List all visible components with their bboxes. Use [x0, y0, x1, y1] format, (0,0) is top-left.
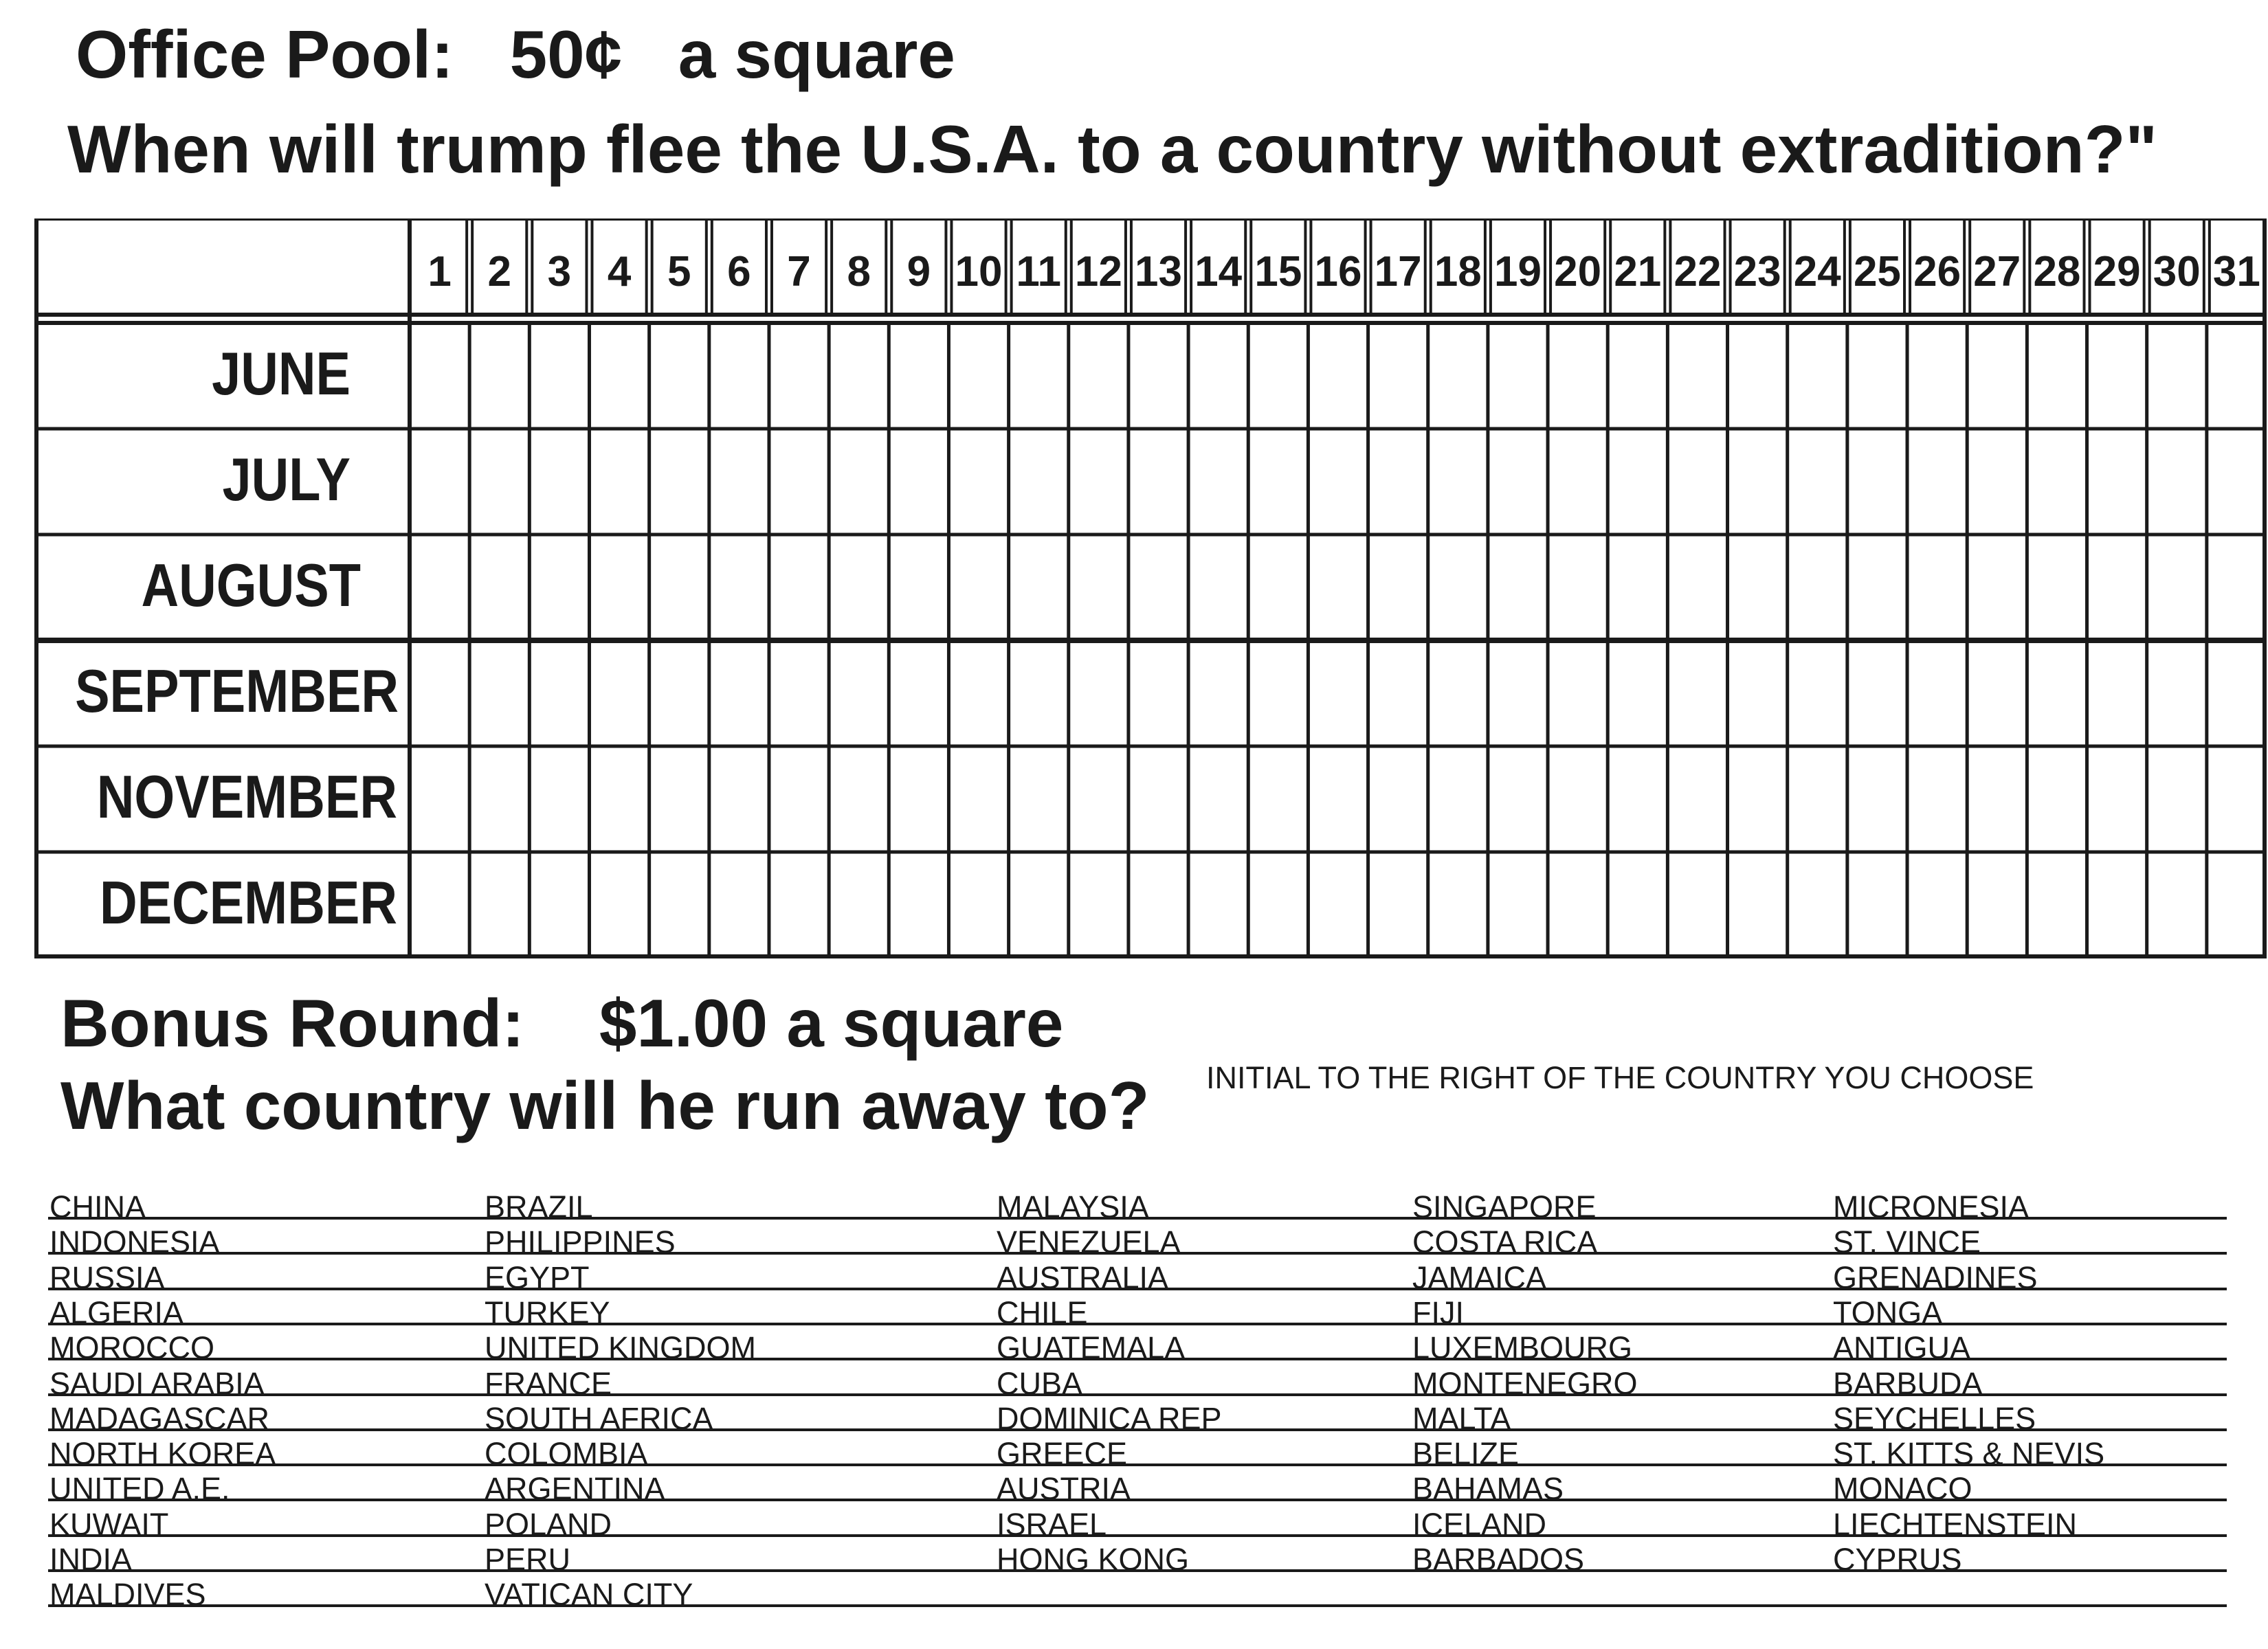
country-name: PHILIPPINES [485, 1224, 676, 1260]
month-label: NOVEMBER [96, 763, 397, 831]
country-row[interactable] [48, 1255, 2227, 1295]
country-name: RUSSIA [49, 1259, 165, 1295]
country-name: ST. KITTS & NEVIS [1833, 1436, 2105, 1472]
day-label: 17 [1374, 248, 1422, 295]
country-name: TONGA [1833, 1294, 1943, 1330]
country-name: ISRAEL [997, 1506, 1107, 1542]
day-label: 20 [1554, 248, 1602, 295]
day-label: 29 [2093, 248, 2141, 295]
day-label: 24 [1793, 248, 1841, 295]
country-row[interactable] [48, 1572, 2227, 1613]
country-name: SEYCHELLES [1833, 1400, 2036, 1436]
country-name: ARGENTINA [485, 1471, 665, 1507]
country-name: DOMINICA REP [997, 1400, 1222, 1436]
country-name: GREECE [997, 1436, 1128, 1472]
country-row[interactable] [48, 1185, 2227, 1224]
day-label: 13 [1135, 248, 1183, 295]
country-name: ICELAND [1412, 1506, 1547, 1542]
page-title: Office Pool: 50¢ a square [76, 16, 955, 92]
month-label: AUGUST [141, 552, 362, 620]
country-row[interactable] [48, 1396, 2227, 1436]
day-label: 22 [1674, 248, 1722, 295]
day-label: 10 [955, 248, 1003, 295]
country-name: MALAYSIA [997, 1189, 1149, 1224]
country-name: FIJI [1412, 1294, 1464, 1330]
country-row[interactable] [48, 1502, 2227, 1542]
country-name: GUATEMALA [997, 1330, 1186, 1366]
country-name: INDIA [49, 1542, 133, 1577]
country-name: BELIZE [1412, 1436, 1520, 1472]
day-label: 21 [1614, 248, 1662, 295]
page-subtitle: When will trump flee the U.S.A. to a country without extradition?" [67, 111, 2157, 187]
country-row[interactable] [48, 1466, 2227, 1507]
country-row[interactable] [48, 1290, 2227, 1330]
country-name: VENEZUELA [997, 1224, 1181, 1260]
day-label: 3 [547, 248, 572, 295]
country-name: INDONESIA [49, 1224, 220, 1260]
day-label: 31 [2212, 248, 2260, 295]
day-label: 23 [1733, 248, 1781, 295]
day-label: 6 [727, 248, 751, 295]
day-label: 28 [2033, 248, 2081, 295]
country-name: SAUDI ARABIA [49, 1365, 265, 1401]
day-label: 7 [787, 248, 811, 295]
country-name: POLAND [485, 1506, 612, 1542]
country-name: LIECHTENSTEIN [1833, 1506, 2078, 1542]
country-name: BARBADOS [1412, 1542, 1585, 1577]
country-name: UNITED KINGDOM [485, 1330, 757, 1366]
day-label: 9 [907, 248, 931, 295]
country-row[interactable] [48, 1220, 2227, 1260]
country-name: ST. VINCE [1833, 1224, 1981, 1260]
country-row[interactable] [48, 1537, 2227, 1577]
day-label: 16 [1314, 248, 1362, 295]
day-label: 2 [487, 248, 511, 295]
country-name: PERU [485, 1542, 571, 1577]
month-label: JUNE [212, 340, 351, 408]
country-name: BRAZIL [485, 1189, 593, 1224]
country-row[interactable] [48, 1361, 2227, 1401]
day-label: 12 [1074, 248, 1122, 295]
country-list [48, 1185, 2227, 1611]
instruction-text: INITIAL TO THE RIGHT OF THE COUNTRY YOU CHOOSE [1206, 1060, 2034, 1095]
day-label: 5 [667, 248, 691, 295]
country-name: FRANCE [485, 1365, 612, 1401]
country-name: HONG KONG [997, 1542, 1190, 1577]
country-name: TURKEY [485, 1294, 610, 1330]
day-label: 14 [1194, 248, 1243, 295]
country-name: CYPRUS [1833, 1542, 1962, 1577]
day-label: 27 [1973, 248, 2021, 295]
country-name: MALTA [1412, 1400, 1511, 1436]
country-name: ALGERIA [49, 1294, 184, 1330]
country-name: AUSTRALIA [997, 1259, 1169, 1295]
pool-grid[interactable] [34, 218, 2267, 958]
day-label: 30 [2153, 248, 2201, 295]
day-label: 4 [607, 248, 632, 295]
day-label: 15 [1254, 248, 1302, 295]
bonus-question: What country will he run away to? [60, 1068, 1150, 1143]
country-name: CHILE [997, 1294, 1088, 1330]
country-name: UNITED A.E. [49, 1471, 230, 1507]
country-name: MONTENEGRO [1412, 1365, 1638, 1401]
day-label: 11 [1016, 248, 1061, 295]
country-name: MALDIVES [49, 1577, 206, 1613]
day-label: 26 [1913, 248, 1961, 295]
country-name: MOROCCO [49, 1330, 214, 1366]
country-name: AUSTRIA [997, 1471, 1131, 1507]
month-label: JULY [222, 446, 351, 514]
country-name: JAMAICA [1412, 1259, 1547, 1295]
country-name: EGYPT [485, 1259, 590, 1295]
country-row[interactable] [48, 1325, 2227, 1366]
country-name: GRENADINES [1833, 1259, 2038, 1295]
country-name: MADAGASCAR [49, 1400, 270, 1436]
bonus-heading: Bonus Round: $1.00 a square [60, 985, 1064, 1061]
country-name: BARBUDA [1833, 1365, 1983, 1401]
country-name: MICRONESIA [1833, 1189, 2030, 1224]
country-name: CUBA [997, 1365, 1083, 1401]
country-name: SOUTH AFRICA [485, 1400, 713, 1436]
country-name: BAHAMAS [1412, 1471, 1564, 1507]
country-name: COLOMBIA [485, 1436, 648, 1472]
day-label: 25 [1853, 248, 1901, 295]
country-name: KUWAIT [49, 1506, 169, 1542]
day-label: 1 [427, 248, 452, 295]
country-name: NORTH KOREA [49, 1436, 276, 1472]
country-name: CHINA [49, 1189, 146, 1224]
day-label: 18 [1434, 248, 1482, 295]
country-name: SINGAPORE [1412, 1189, 1597, 1224]
country-name: MONACO [1833, 1471, 1972, 1507]
day-label: 19 [1493, 248, 1542, 295]
country-name: COSTA RICA [1412, 1224, 1598, 1260]
day-label: 8 [847, 248, 871, 295]
country-name: ANTIGUA [1833, 1330, 1971, 1366]
country-name: LUXEMBOURG [1412, 1330, 1633, 1366]
month-label: SEPTEMBER [75, 658, 399, 726]
country-name: VATICAN CITY [485, 1577, 693, 1613]
country-row[interactable] [48, 1431, 2227, 1472]
month-label: DECEMBER [99, 869, 397, 937]
